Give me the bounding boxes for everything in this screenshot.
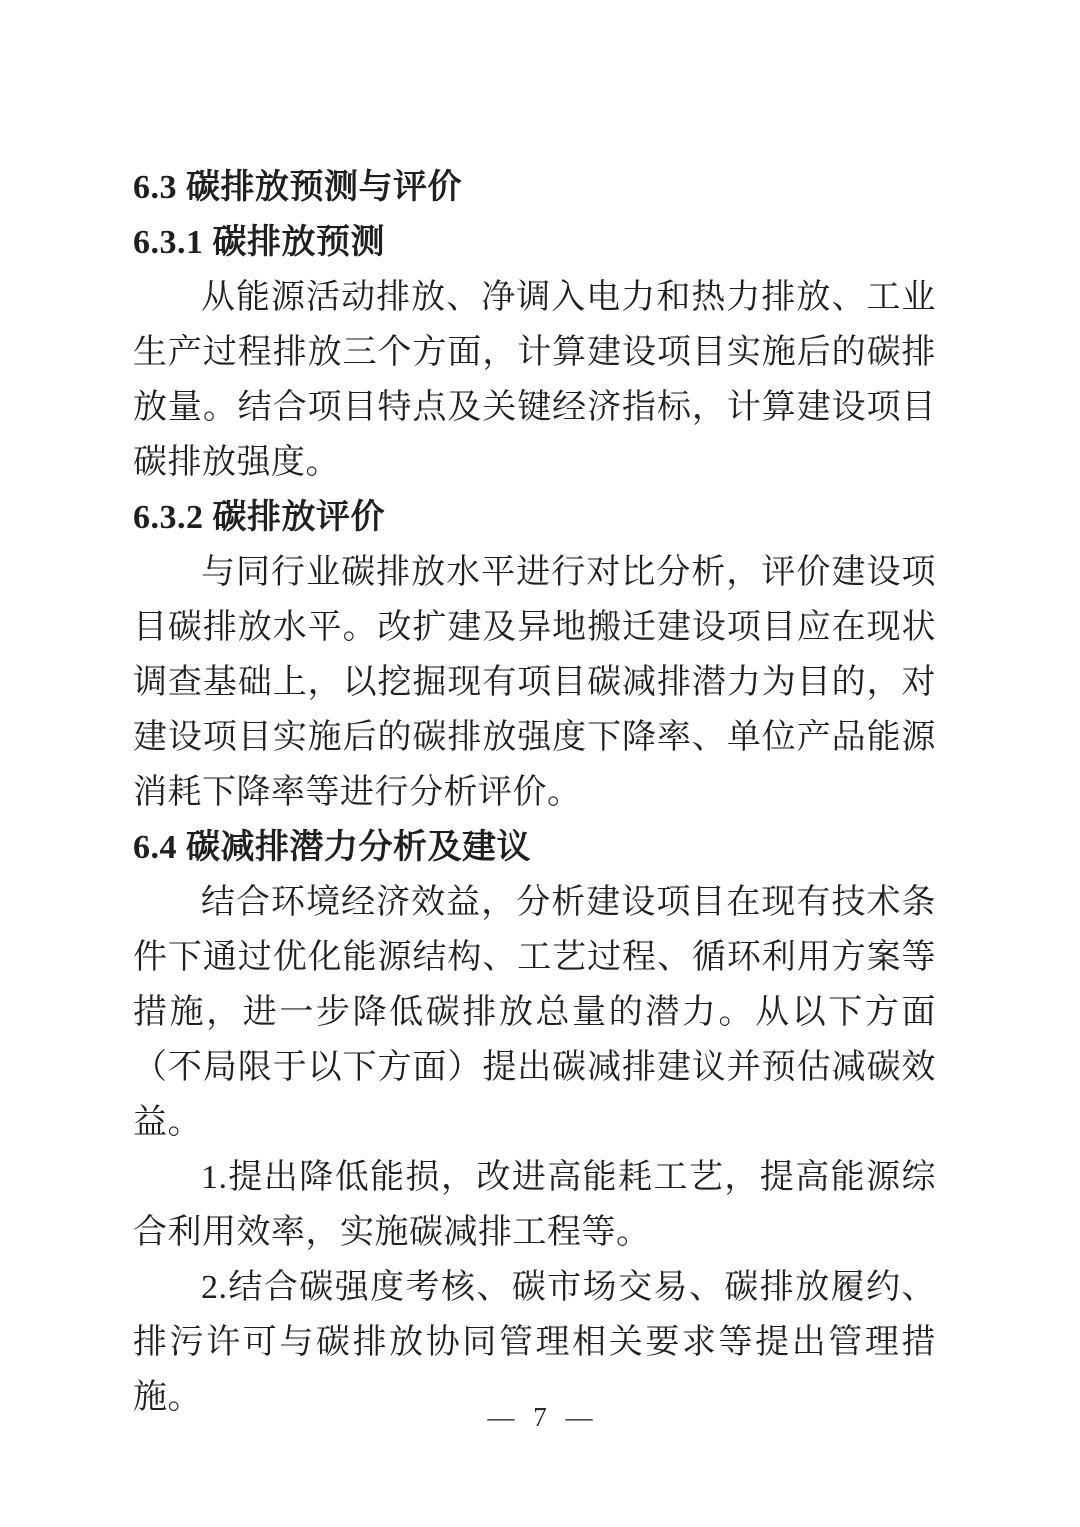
list-item-1-energy-efficiency: 1.提出降低能损，改进高能耗工艺，提高能源综合利用效率，实施碳减排工程等。: [133, 1159, 936, 1251]
section-heading-6-4: 6.4 碳减排潜力分析及建议: [133, 829, 531, 866]
document-body: [133, 160, 936, 1425]
page-number: — 7 —: [487, 1402, 593, 1432]
list-item-2-management-measures: 2.结合碳强度考核、碳市场交易、碳排放履约、排污许可与碳排放协同管理相关要求等提出管理措施。: [133, 1269, 936, 1416]
paragraph-carbon-reduction-potential: 结合环境经济效益，分析建设项目在现有技术条件下通过优化能源结构、工艺过程、循环利用方案等措施，进一步降低碳排放总量的潜力。从以下方面（不局限于以下方面）提出碳减排建议并预估减碳效益。: [133, 884, 936, 1141]
subsection-heading-6-3-2: 6.3.2 碳排放评价: [133, 499, 385, 536]
section-heading-6-3: 6.3 碳排放预测与评价: [133, 169, 462, 206]
paragraph-carbon-emission-evaluation: 与同行业碳排放水平进行对比分析，评价建设项目碳排放水平。改扩建及异地搬迁建设项目应在现状调查基础上，以挖掘现有项目碳减排潜力为目的，对建设项目实施后的碳排放强度下降率、单位产品能源消耗下降率等进行分析评价。: [133, 554, 936, 811]
subsection-heading-6-3-1: 6.3.1 碳排放预测: [133, 224, 385, 261]
paragraph-carbon-emission-prediction: 从能源活动排放、净调入电力和热力排放、工业生产过程排放三个方面，计算建设项目实施后的碳排放量。结合项目特点及关键经济指标，计算建设项目碳排放强度。: [133, 279, 936, 481]
